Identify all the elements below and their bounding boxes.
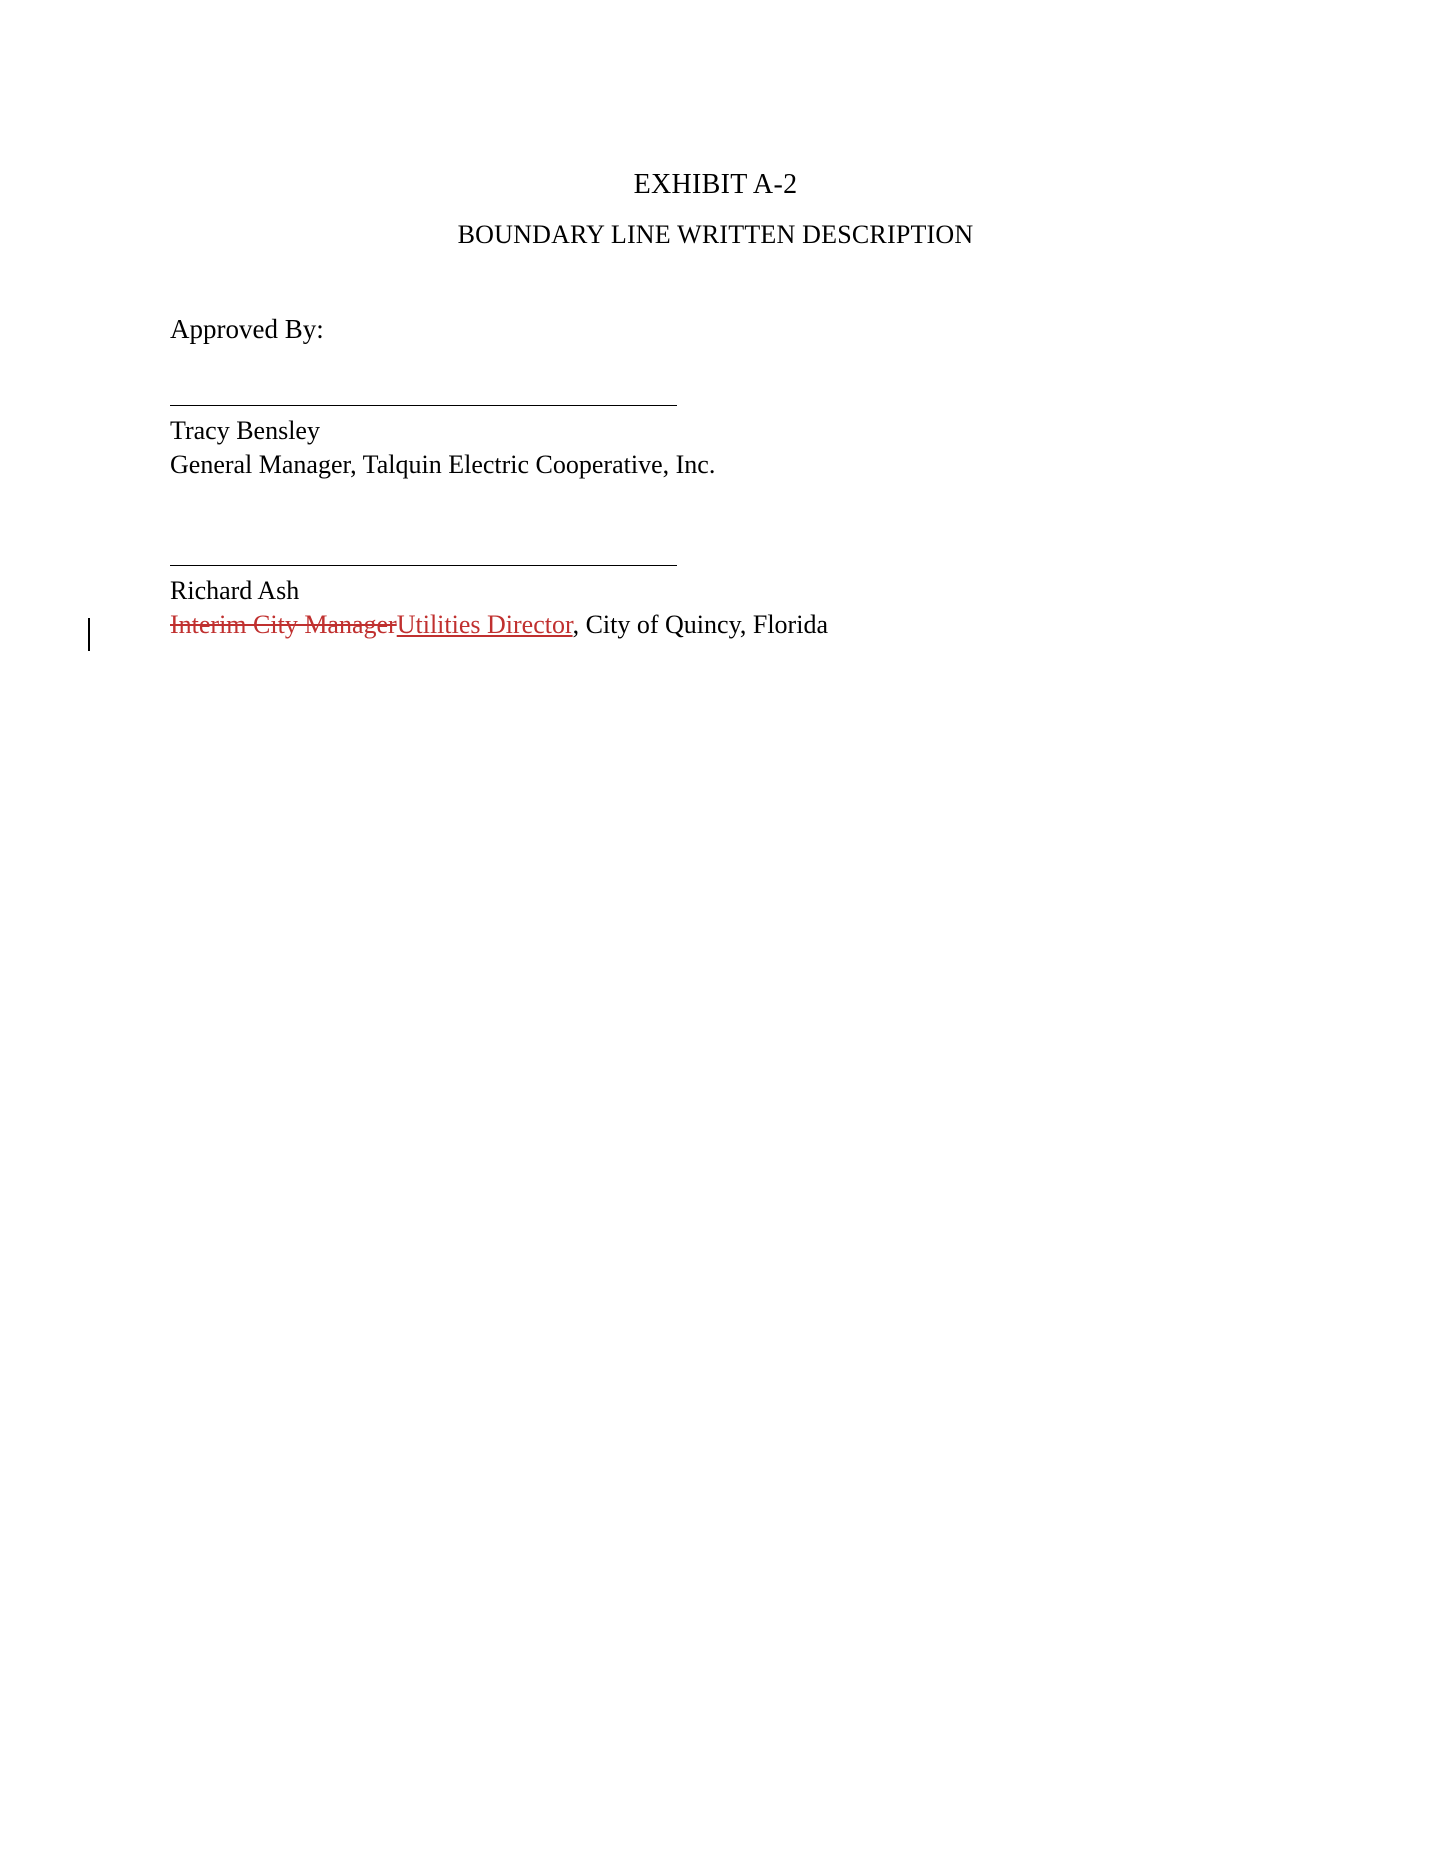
signatory-role-remainder: , City of Quincy, Florida <box>572 610 828 639</box>
signature-block-richard-ash <box>170 565 828 641</box>
signatory-name: Richard Ash <box>170 576 300 605</box>
document-title-block <box>0 168 1431 251</box>
tracked-insertion: Utilities Director <box>396 610 573 639</box>
tracked-deletion: Interim City Manager <box>170 610 397 639</box>
page-title: EXHIBIT A-2 <box>633 169 798 200</box>
change-bar-marker <box>88 618 90 651</box>
signature-line <box>170 405 677 406</box>
approved-by-label: Approved By: <box>170 314 324 344</box>
signature-line <box>170 565 677 566</box>
signatory-role-tracked <box>170 609 828 641</box>
signatory-role: General Manager, Talquin Electric Cooperative, Inc. <box>170 450 716 479</box>
signatory-name: Tracy Bensley <box>170 416 320 445</box>
page-subtitle: BOUNDARY LINE WRITTEN DESCRIPTION <box>457 220 974 249</box>
signature-block-tracy-bensley <box>170 405 715 481</box>
